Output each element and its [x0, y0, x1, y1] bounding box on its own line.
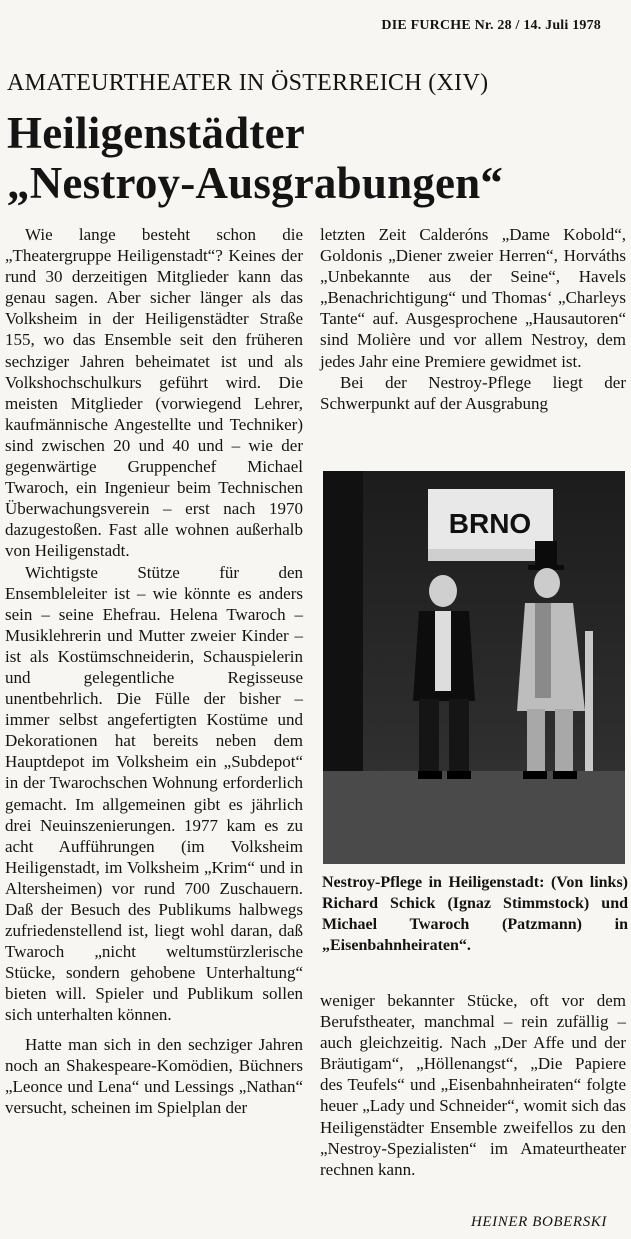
- sign-text: BRNO: [448, 508, 532, 539]
- article-column-right-bottom: [320, 990, 626, 1180]
- masthead: DIE FURCHE Nr. 28 / 14. Juli 1978: [381, 18, 601, 33]
- paragraph: weniger bekannter Stücke, oft vor dem Berufstheater, manchmal – rein zufällig – auch gleichzeitig. Nach „Der Affe und der Bräutigam“, „Höllenangst“, „Die Papiere des Teufels“ und „Eisenbahnheiraten“ folgte heuer „Lady und Schneider“, womit sich das Heiligenstädter Ensemble zweifellos zu den „Nestroy-Spezialisten“ im Amateurtheater rechnen kann.: [320, 991, 626, 1179]
- paragraph: Wichtigste Stütze für den Ensembleleiter ist – wie könnte es anders sein – seine Ehefrau. Helena Twaroch – Musiklehrerin und Mutter zweier Kinder – ist als Kostümschneiderin, Schauspielerin und gelegentliche Regisseuse unentbehrlich. Die Fülle der bisher – immer selbst angefertigten Kostüme und Dekorationen hat bereits neben dem Hauptdepot im Volksheim ein „Subdepot“ in der Twarochschen Wohnung erforderlich gemacht. Im allgemeinen gibt es jährlich drei Neuinszenierungen. 1977 kam es zu acht Aufführungen (im Volksheim Heiligenstadt, im Volksheim „Krim“ und in Altersheimen) vor rund 700 Zuschauern. Daß der Besuch des Publikums halbwegs zufriedenstellend ist, liegt wohl daran, daß Twaroch „nicht weltumstürzlerische Stücke, sondern gehobene Unterhaltung“ bieten will. Spieler und Publikum sollen sich unterhalten können.: [5, 562, 303, 1025]
- series-title: AMATEURTHEATER IN ÖSTERREICH (XIV): [7, 70, 489, 96]
- byline: HEINER BOBERSKI: [470, 1214, 607, 1230]
- photo-caption: Nestroy-Pflege in Heiligenstadt: (Von links) Richard Schick (Ignaz Stimmstock) und Michael Twaroch (Patzmann) in „Eisenbahnheiraten“.: [322, 874, 628, 954]
- paragraph: letzten Zeit Calderóns „Dame Kobold“, Goldonis „Diener zweier Herren“, Horváths „Unbekannte aus der Seine“, Havels „Benachrichtigung“ und Thomas‘ „Charleys Tante“ auf. Ausgesprochene „Hausautoren“ sind Molière und vor allem Nestroy, dem jedes Jahr eine Premiere gewidmet ist.: [320, 225, 626, 371]
- stage-photo: [323, 471, 625, 864]
- headline: [7, 108, 627, 208]
- paragraph: Bei der Nestroy-Pflege liegt der Schwerpunkt auf der Ausgrabung: [320, 372, 626, 413]
- paragraph: Hatte man sich in den sechziger Jahren noch an Shakespeare-Komödien, Büchners „Leonce und Lena“ und Lessings „Nathan“ versucht, scheinen im Spielplan der: [5, 1034, 303, 1117]
- headline-line-2: „Nestroy-Ausgrabungen“: [7, 158, 504, 208]
- headline-line-1: Heiligenstädter: [7, 108, 305, 158]
- article-column-left: [5, 224, 303, 1118]
- paragraph: Wie lange besteht schon die „Theatergruppe Heiligenstadt“? Keines der rund 30 derzeitigen Mitglieder kann das genau sagen. Aber sicher länger als das Volksheim in der Heiligenstädter Straße 155, wo das Ensemble seit den früheren sechziger Jahren beheimatet ist und als Volkshochschulkurs geführt wird. Die meisten Mitglieder (vorwiegend Lehrer, kaufmännische Angestellte und Techniker) sind zwischen 20 und 40 und – wie der gegenwärtige Gruppenchef Michael Twaroch, ein Ingenieur beim Technischen Überwachungsverein – erst nach 1970 dazugestoßen. Fast alle wohnen außerhalb von Heiligenstadt.: [5, 225, 303, 561]
- article-column-right-top: [320, 224, 626, 414]
- stage-photo-image: [323, 471, 625, 864]
